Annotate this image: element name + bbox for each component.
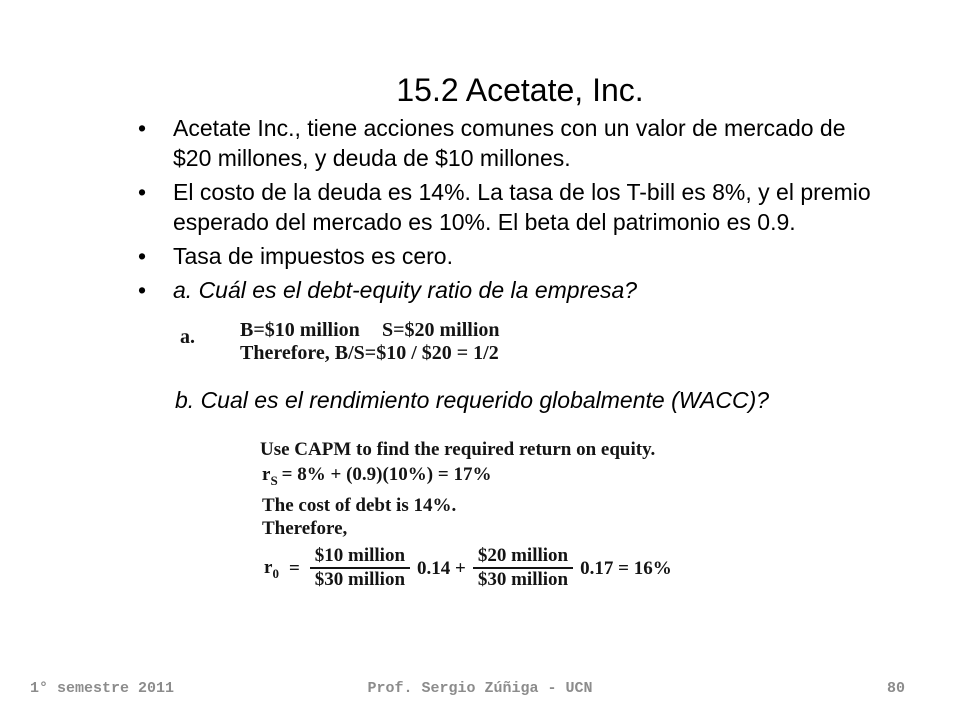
bullet-item (135, 113, 925, 173)
r0-symbol (264, 556, 283, 580)
answer-a-scan (180, 319, 540, 367)
debt-value: B=$10 million (240, 319, 360, 341)
equity-weight-fraction (473, 545, 573, 591)
rs-expression: = 8% + (0.9)(10%) = 17% (281, 464, 492, 485)
cost-of-debt-text: The cost of debt is 14%. (262, 495, 457, 516)
rs-subscript: S (270, 473, 278, 488)
bullet-line: Tasa de impuestos es cero. (173, 243, 453, 269)
therefore-text: Therefore, (262, 518, 348, 539)
fraction-numerator: $20 million (473, 545, 573, 569)
bullet-icon: • (137, 179, 147, 205)
footer-author: Prof. Sergio Zúñiga - UCN (367, 680, 593, 697)
bullet-list (135, 113, 925, 309)
bullet-line: El costo de la deuda es 14%. La tasa de los T-bill es 8%, y el premio (173, 179, 871, 205)
capm-instruction: Use CAPM to find the required return on equity. (260, 439, 656, 460)
rs-symbol: r (262, 464, 271, 485)
bullet-line: Acetate Inc., tiene acciones comunes con un valor de mercado de (173, 115, 846, 141)
wacc-formula (264, 544, 675, 592)
bullet-line: $20 millones, y deuda de $10 millones. (173, 145, 571, 171)
equals-sign: = (288, 557, 300, 579)
equity-return-equation (262, 463, 491, 487)
bullet-icon: • (137, 277, 147, 303)
answer-b-scan (260, 438, 710, 598)
fraction-numerator: $10 million (310, 545, 410, 569)
r0-letter: r (264, 557, 273, 578)
equity-cost-result: 0.17 = 16% (580, 557, 672, 579)
footer-semester: 1° semestre 2011 (30, 680, 175, 697)
equity-value: S=$20 million (382, 319, 500, 341)
bullet-icon: • (137, 243, 147, 269)
answer-a-label: a. (180, 326, 195, 348)
slide-title: 15.2 Acetate, Inc. (396, 72, 644, 108)
fraction-denominator: $30 million (314, 569, 406, 590)
fraction-denominator: $30 million (477, 569, 569, 590)
bullet-line: esperado del mercado es 10%. El beta del patrimonio es 0.9. (173, 209, 796, 235)
debt-cost-term: 0.14 + (417, 557, 466, 579)
question-a: a. Cuál es el debt-equity ratio de la empresa? (173, 277, 638, 303)
question-b: b. Cual es el rendimiento requerido globalmente (WACC)? (175, 387, 770, 413)
r0-subscript: 0 (272, 566, 279, 581)
debt-equity-result: Therefore, B/S=$10 / $20 = 1/2 (240, 342, 499, 364)
debt-weight-fraction (310, 545, 410, 591)
bullet-item (135, 177, 925, 237)
bullet-item-question-a (135, 275, 925, 305)
bullet-icon: • (137, 115, 147, 141)
footer-page-number: 80 (886, 680, 905, 697)
bullet-item (135, 241, 925, 271)
